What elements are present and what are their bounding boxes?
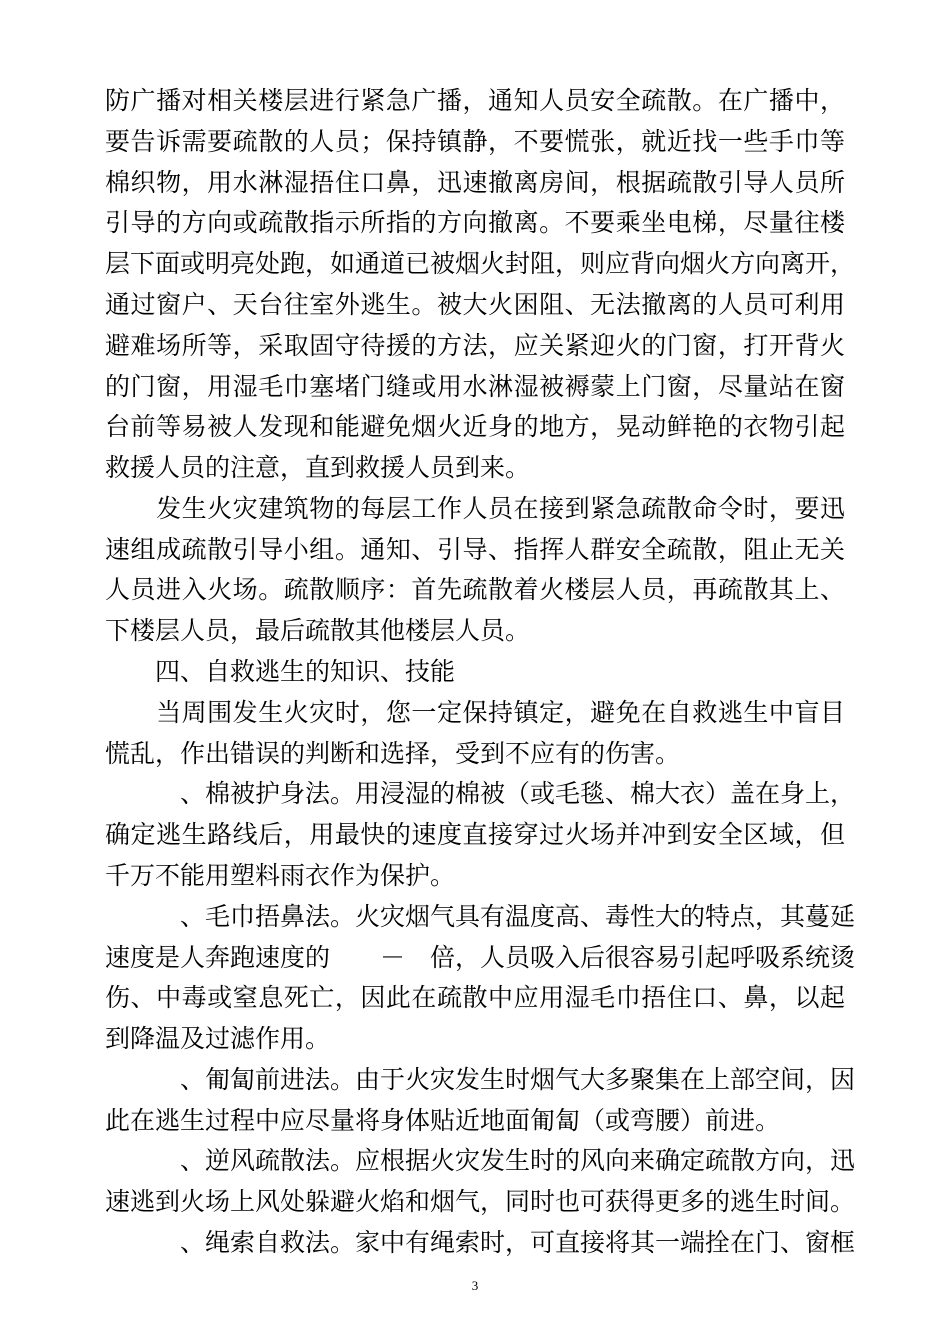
page-number: 3 [471,1278,479,1293]
text-line: 伤、中毒或窒息死亡，因此在疏散中应用湿毛巾捂住口、鼻，以起 [105,983,845,1012]
text-line: 千万不能用塑料雨衣作为保护。 [105,861,456,890]
text-line: 确定逃生路线后，用最快的速度直接穿过火场并冲到安全区域，但 [105,820,845,849]
text-line: 速逃到火场上风处躲避火焰和烟气，同时也可获得更多的逃生时间。 [105,1187,856,1216]
text-line: 防广播对相关楼层进行紧急广播，通知人员安全疏散。在广播中， [105,86,845,115]
text-line: 救援人员的注意，直到救援人员到来。 [105,453,531,482]
text-line: 引导的方向或疏散指示所指的方向撤离。不要乘坐电梯，尽量往楼 [105,208,845,237]
text-line: 到降温及过滤作用。 [105,1024,331,1053]
text-line: 的门窗，用湿毛巾塞堵门缝或用水淋湿被褥蒙上门窗，尽量站在窗 [105,372,845,401]
text-line: 当周围发生火灾时，您一定保持镇定，避免在自救逃生中盲目 [105,698,845,727]
text-line: 发生火灾建筑物的每层工作人员在接到紧急疏散命令时，要迅 [105,494,845,523]
text-line: 层下面或明亮处跑，如通道已被烟火封阻，则应背向烟火方向离开， [105,249,856,278]
text-line: 、棉被护身法。用浸湿的棉被（或毛毯、棉大衣）盖在身上， [105,779,856,808]
text-line: 、绳索自救法。家中有绳索时，可直接将其一端拴在门、窗框 [105,1228,856,1257]
text-line: 通过窗户、天台往室外逃生。被大火困阻、无法撤离的人员可利用 [105,290,845,319]
text-line: 下楼层人员，最后疏散其他楼层人员。 [105,616,531,645]
text-line: 此在逃生过程中应尽量将身体贴近地面匍匐（或弯腰）前进。 [105,1106,781,1135]
text-line: 、毛巾捂鼻法。火灾烟气具有温度高、毒性大的特点，其蔓延 [105,902,856,931]
text-line: 避难场所等，采取固守待援的方法，应关紧迎火的门窗，打开背火 [105,331,845,360]
text-line: 人员进入火场。疏散顺序：首先疏散着火楼层人员，再疏散其上、 [105,575,845,604]
text-line: 台前等易被人发现和能避免烟火近身的地方，晃动鲜艳的衣物引起 [105,412,845,441]
text-line: 、匍匐前进法。由于火灾发生时烟气大多聚集在上部空间，因 [105,1065,856,1094]
text-line: 棉织物，用水淋湿捂住口鼻，迅速撤离房间，根据疏散引导人员所 [105,168,845,197]
text-line: 速度是人奔跑速度的 － 倍，人员吸入后很容易引起呼吸系统烫 [105,943,856,972]
text-line: 、逆风疏散法。应根据火灾发生时的风向来确定疏散方向，迅 [105,1146,856,1175]
text-line: 要告诉需要疏散的人员；保持镇静，不要慌张，就近找一些手巾等 [105,127,845,156]
text-line: 速组成疏散引导小组。通知、引导、指挥人群安全疏散，阻止无关 [105,535,845,564]
section-heading: 四、自救逃生的知识、技能 [105,657,456,686]
text-line: 慌乱，作出错误的判断和选择，受到不应有的伤害。 [105,739,681,768]
